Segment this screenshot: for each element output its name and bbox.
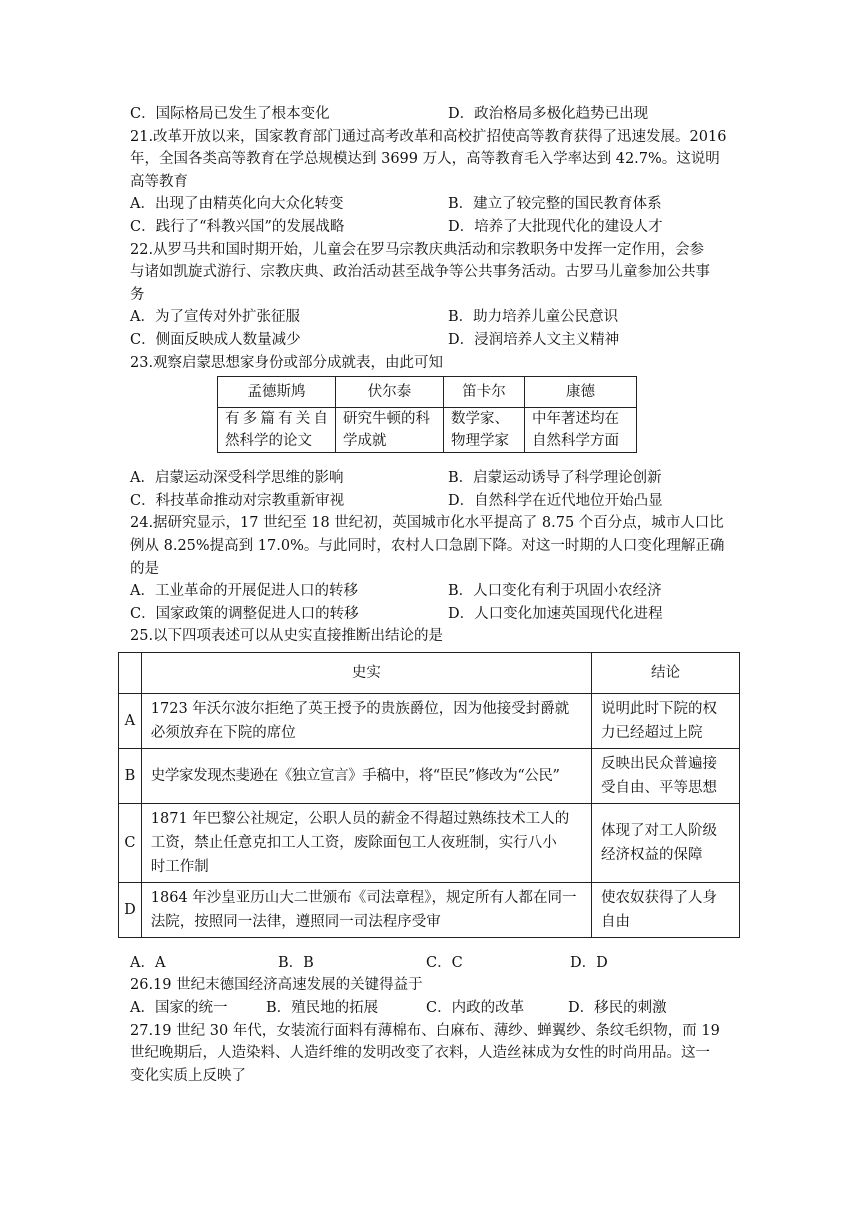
table-row <box>119 882 740 937</box>
cell-line: 1723 年沃尔波尔拒绝了英王授予的贵族爵位，因为他接受封爵就 <box>150 700 570 717</box>
question-stem-line: 27.19 世纪 30 年代，女装流行面料有薄棉布、白麻布、薄纱、蝉翼纱、条纹毛织物，而 19 <box>130 1022 720 1039</box>
table-row <box>119 803 740 882</box>
option-c: C．国家政策的调整促进人口的转移 <box>130 605 359 622</box>
question-stem-line: 高等教育 <box>130 173 188 190</box>
cell-line: 受自由、平等思想 <box>600 779 717 796</box>
cell-line: 1871 年巴黎公社规定，公职人员的薪金不得超过熟练技术工人的 <box>150 810 570 827</box>
table-header-cell: 孟德斯鸠 <box>218 377 336 408</box>
option-row <box>130 580 742 603</box>
row-label: C <box>119 803 142 882</box>
option-row <box>130 603 742 626</box>
option-row <box>130 467 742 490</box>
option-d: D．浸润培养人文主义精神 <box>448 331 620 348</box>
fact-cell <box>141 748 591 803</box>
question-stem-line: 与诸如凯旋式游行、宗教庆典、政治活动甚至战争等公共事务活动。古罗马儿童参加公共事 <box>130 264 710 281</box>
option-row <box>130 952 742 975</box>
row-label: A <box>119 693 142 748</box>
option-a: A．为了宣传对外扩张征服 <box>130 309 300 326</box>
cell-line: 工资，禁止任意克扣工人工资，废除面包工人夜班制，实行八小 <box>150 834 557 851</box>
cell-line: 自由 <box>600 913 630 930</box>
conclusion-cell <box>591 693 739 748</box>
table-cell <box>444 408 525 453</box>
option-c: C．内政的改革 <box>426 1000 525 1017</box>
question-stem-line: 的是 <box>130 560 159 577</box>
option-a: A．国家的统一 <box>130 1000 228 1017</box>
cell-line: 然科学的论文 <box>225 433 312 450</box>
history-facts-table <box>118 652 740 938</box>
question-stem-line: 22.从罗马共和国时期开始，儿童会在罗马宗教庆典活动和宗教职务中发挥一定作用，会参 <box>130 241 705 258</box>
option-b: B．建立了较完整的国民教育体系 <box>448 196 662 213</box>
table-header-cell: 伏尔泰 <box>336 377 444 408</box>
cell-line: 反映出民众普遍接 <box>600 755 717 772</box>
table-cell <box>525 408 637 453</box>
option-row <box>130 216 742 239</box>
option-d: D．培养了大批现代化的建设人才 <box>448 218 663 235</box>
table-header-row <box>119 652 740 693</box>
option-b: B．人口变化有利于巩固小农经济 <box>448 583 662 600</box>
option-c: C．践行了“科教兴国”的发展战略 <box>130 218 345 235</box>
cell-line: 物理学家 <box>451 433 509 450</box>
cell-line: 中年著述均在 <box>532 411 619 428</box>
option-row <box>130 490 742 513</box>
row-label: B <box>119 748 142 803</box>
option-b: B．助力培养儿童公民意识 <box>448 309 619 326</box>
cell-line: 经济权益的保障 <box>600 846 703 863</box>
conclusion-cell <box>591 748 739 803</box>
option-c: C．国际格局已发生了根本变化 <box>130 106 330 122</box>
enlightenment-table <box>217 376 637 453</box>
option-c: C．C <box>426 954 463 971</box>
option-d: D．D <box>570 954 608 971</box>
table-header-cell: 笛卡尔 <box>444 377 525 408</box>
question-stem-line: 例从 8.25%提高到 17.0%。与此同时，农村人口急剧下降。对这一时期的人口变化理解正确 <box>130 537 725 554</box>
option-b: B．殖民地的拓展 <box>266 1000 379 1017</box>
table-cell <box>218 408 336 453</box>
fact-cell <box>141 882 591 937</box>
option-a: A．出现了由精英化向大众化转变 <box>130 196 344 213</box>
fact-cell <box>141 693 591 748</box>
question-stem-line: 世纪晚期后，人造染料、人造纤维的发明改变了衣料，人造丝袜成为女性的时尚用品。这一 <box>130 1045 710 1062</box>
cell-line: 史学家发现杰斐逊在《独立宣言》手稿中，将“臣民”修改为“公民” <box>150 767 560 784</box>
cell-line: 研究牛顿的科 <box>343 411 430 428</box>
table-row <box>119 693 740 748</box>
option-a: A．A <box>130 954 166 971</box>
option-b: B．启蒙运动诱导了科学理论创新 <box>448 470 662 487</box>
question-stem-line: 23.观察启蒙思想家身份或部分成就表，由此可知 <box>130 354 444 371</box>
row-label: D <box>119 882 142 937</box>
conclusion-cell <box>591 803 739 882</box>
table-cell <box>336 408 444 453</box>
exam-page <box>124 103 742 1087</box>
option-row <box>130 193 742 216</box>
option-c: C．科技革命推动对宗教重新审视 <box>130 492 345 509</box>
option-row <box>130 329 742 352</box>
option-b: B．B <box>278 954 314 971</box>
fact-cell <box>141 803 591 882</box>
option-d: D．政治格局多极化趋势已出现 <box>448 106 649 122</box>
question-stem-line: 24.据研究显示，17 世纪至 18 世纪初，英国城市化水平提高了 8.75 个百分点，城市人口比 <box>130 515 724 532</box>
cell-line: 体现了对工人阶级 <box>600 822 717 839</box>
cell-line: 数学家、 <box>451 411 509 428</box>
cell-line: 有多篇有关自 <box>225 411 328 428</box>
option-row <box>130 306 742 329</box>
cell-line: 力已经超过上院 <box>600 724 703 741</box>
cell-line: 学成就 <box>343 433 387 450</box>
option-d: D．自然科学在近代地位开始凸显 <box>448 492 663 509</box>
table-header-cell <box>119 652 142 693</box>
question-stem-line: 25.以下四项表述可以从史实直接推断出结论的是 <box>130 628 444 645</box>
question-stem-line: 年，全国各类高等教育在学总规模达到 3699 万人，高等教育毛入学率达到 42.7%。这说明 <box>130 151 720 168</box>
cell-line: 自然科学方面 <box>532 433 619 450</box>
cell-line: 使农奴获得了人身 <box>600 889 717 906</box>
option-row <box>130 103 742 126</box>
cell-line: 1864 年沙皇亚历山大二世颁布《司法章程》，规定所有人都在同一 <box>150 889 577 906</box>
question-stem-line: 26.19 世纪末德国经济高速发展的关键得益于 <box>130 977 423 994</box>
option-c: C．侧面反映成人数量减少 <box>130 331 301 348</box>
cell-line: 法院，按照同一法律，遵照同一司法程序受审 <box>150 913 441 930</box>
conclusion-cell <box>591 882 739 937</box>
option-a: A．工业革命的开展促进人口的转移 <box>130 583 358 600</box>
cell-line: 说明此时下院的权 <box>600 700 717 717</box>
cell-line: 时工作制 <box>150 858 209 875</box>
table-row <box>119 748 740 803</box>
option-d: D．移民的刺激 <box>568 1000 667 1017</box>
question-stem-line: 21.改革开放以来，国家教育部门通过高考改革和高校扩招使高等教育获得了迅速发展。2016 <box>130 128 727 145</box>
question-stem-line: 务 <box>130 286 145 303</box>
table-row <box>218 408 637 453</box>
option-d: D．人口变化加速英国现代化进程 <box>448 605 663 622</box>
option-a: A．启蒙运动深受科学思维的影响 <box>130 470 344 487</box>
option-row <box>130 997 742 1020</box>
cell-line: 必须放弃在下院的席位 <box>150 724 296 741</box>
table-header-cell: 史实 <box>141 652 591 693</box>
table-header-cell: 结论 <box>591 652 739 693</box>
table-header-cell: 康德 <box>525 377 637 408</box>
question-stem-line: 变化实质上反映了 <box>130 1067 246 1084</box>
table-header-row <box>218 377 637 408</box>
